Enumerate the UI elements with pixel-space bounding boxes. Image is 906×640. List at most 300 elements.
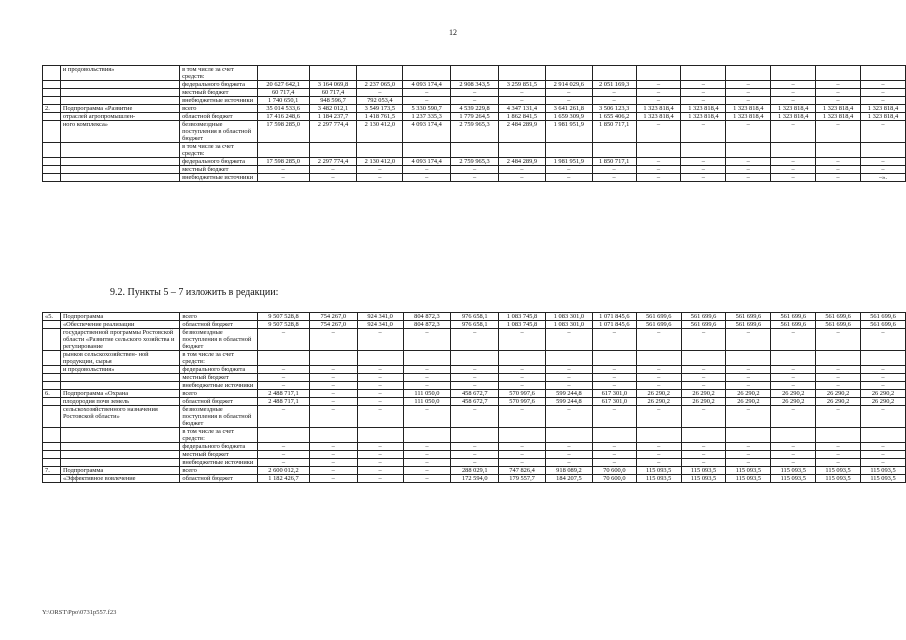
amount-cell: 1 862 841,5 [498,113,545,121]
amount-cell: – [451,459,499,467]
table-row [43,374,906,382]
funding-source-cell: безвозмездные поступления в областной бюджет [180,329,258,351]
amount-cell: – [771,382,816,390]
amount-cell: 2 914 029,6 [545,81,592,89]
amount-cell: – [499,366,546,374]
section-heading: 9.2. Пункты 5 – 7 изложить в редакции: [110,287,279,298]
program-name-cell: ного комплекса» [60,121,179,143]
amount-cell [681,66,726,81]
amount-cell [309,66,357,81]
amount-cell: – [636,374,681,382]
amount-cell: – [357,166,403,174]
row-number-cell [43,451,61,459]
amount-cell: – [258,374,310,382]
amount-cell: – [545,166,592,174]
amount-cell: – [403,475,451,483]
amount-cell: – [451,406,499,428]
amount-cell: – [816,97,861,105]
amount-cell [636,66,681,81]
amount-cell: – [258,382,310,390]
amount-cell [403,428,451,443]
amount-cell: – [726,174,771,182]
amount-cell: – [771,166,816,174]
amount-cell: – [258,366,310,374]
amount-cell [726,66,771,81]
amount-cell: – [258,406,310,428]
funding-source-cell: всего [180,467,258,475]
amount-cell: 599 244,8 [546,398,593,406]
amount-cell [771,66,816,81]
amount-cell: – [451,443,499,451]
amount-cell: – [403,166,451,174]
funding-source-cell: внебюджетные источники [180,459,258,467]
amount-cell: – [545,97,592,105]
amount-cell: – [681,366,726,374]
amount-cell: 561 699,6 [726,313,771,321]
amount-cell [681,428,726,443]
amount-cell: – [498,166,545,174]
amount-cell: – [771,451,816,459]
amount-cell: – [726,366,771,374]
amount-cell: 1 323 818,4 [636,105,681,113]
amount-cell: 115 093,5 [816,467,861,475]
row-number-cell: «5. [43,313,61,321]
program-name-cell [60,443,179,451]
funding-source-cell: местный бюджет [180,374,258,382]
table-row [43,121,906,143]
amount-cell: – [546,406,593,428]
amount-cell: 948 596,7 [309,97,357,105]
amount-cell: – [726,81,771,89]
program-name-cell: рынков сельскохозяйствен- ной продукции, сырья [60,351,179,366]
amount-cell [636,143,681,158]
amount-cell: – [309,366,357,374]
amount-cell: – [309,174,357,182]
amount-cell: 2 237 065,0 [357,81,403,89]
row-number-cell [43,321,61,329]
amount-cell: – [860,166,905,174]
amount-cell: 4 093 174,4 [403,121,451,143]
amount-cell: 458 672,7 [451,398,499,406]
amount-cell: – [499,329,546,351]
amount-cell: – [546,374,593,382]
amount-cell: 26 290,2 [816,398,861,406]
amount-cell: 35 014 533,6 [257,105,309,113]
funding-source-cell: местный бюджет [180,451,258,459]
amount-cell: – [681,374,726,382]
amount-cell: – [592,174,636,182]
amount-cell: 754 267,0 [309,313,357,321]
amount-cell: – [403,329,451,351]
amount-cell: 9 507 528,8 [258,321,310,329]
amount-cell: – [861,443,906,451]
amount-cell: 115 093,5 [636,475,681,483]
funding-source-cell: областной бюджет [180,398,258,406]
program-name-cell [60,143,179,158]
program-name-cell [60,374,179,382]
funding-source-cell: в том числе за счет средств: [180,351,258,366]
amount-cell: 115 093,5 [771,475,816,483]
amount-cell: – [592,406,636,428]
program-name-cell: государственной программы Ростовской области «Развитие сельского хозяйства и регулирование [60,329,179,351]
amount-cell: – [726,382,771,390]
funding-source-cell: федерального бюджета [180,443,258,451]
amount-cell [771,143,816,158]
amount-cell: 70 600,0 [592,467,636,475]
amount-cell: – [357,329,403,351]
amount-cell [258,428,310,443]
amount-cell: 1 083 745,8 [499,321,546,329]
program-name-cell: Подпрограмма «Развитие [60,105,179,113]
amount-cell [592,351,636,366]
amount-cell: – [636,174,681,182]
amount-cell: 179 557,7 [499,475,546,483]
amount-cell: 26 290,2 [771,390,816,398]
amount-cell: 1 659 309,9 [545,113,592,121]
table-row [43,351,906,366]
amount-cell: – [681,174,726,182]
amount-cell: – [681,89,726,97]
amount-cell: 1 323 818,4 [726,113,771,121]
amount-cell: 115 093,5 [681,467,726,475]
amount-cell [451,143,499,158]
amount-cell: 115 093,5 [726,475,771,483]
amount-cell [592,66,636,81]
amount-cell: 1 323 818,4 [816,105,861,113]
table-row [43,475,906,483]
amount-cell: – [771,459,816,467]
amount-cell: – [357,174,403,182]
amount-cell: 115 093,5 [726,467,771,475]
amount-cell: – [636,329,681,351]
amount-cell: 1 323 818,4 [816,113,861,121]
amount-cell: – [451,382,499,390]
program-name-cell [60,81,179,89]
amount-cell: 26 290,2 [681,390,726,398]
amount-cell: 1 981 951,9 [545,121,592,143]
amount-cell: – [726,329,771,351]
amount-cell: 70 600,0 [592,475,636,483]
amount-cell: 20 627 642,1 [257,81,309,89]
amount-cell: 1 850 717,1 [592,158,636,166]
row-number-cell [43,428,61,443]
amount-cell: – [451,89,499,97]
amount-cell: 26 290,2 [816,390,861,398]
amount-cell: – [681,451,726,459]
program-name-cell [60,89,179,97]
amount-cell: 3 506 123,3 [592,105,636,113]
amount-cell: – [861,406,906,428]
amount-cell: – [771,366,816,374]
amount-cell [403,66,451,81]
amount-cell: –». [860,174,905,182]
amount-cell: – [258,459,310,467]
program-name-cell [60,382,179,390]
amount-cell: 976 658,1 [451,313,499,321]
amount-cell: 1 323 818,4 [771,113,816,121]
table-row [43,428,906,443]
amount-cell: – [771,174,816,182]
table-row [43,390,906,398]
amount-cell: 561 699,6 [636,313,681,321]
amount-cell: – [816,158,861,166]
amount-cell [816,143,861,158]
amount-cell: – [636,158,681,166]
amount-cell: – [771,443,816,451]
table-row [43,459,906,467]
amount-cell: – [771,329,816,351]
amount-cell: – [636,382,681,390]
amount-cell: 26 290,2 [681,398,726,406]
amount-cell: – [403,406,451,428]
amount-cell: 1 418 761,5 [357,113,403,121]
amount-cell: – [451,166,499,174]
amount-cell: – [451,366,499,374]
amount-cell: 561 699,6 [681,313,726,321]
amount-cell [861,428,906,443]
amount-cell: – [816,443,861,451]
amount-cell: – [309,451,357,459]
amount-cell [726,428,771,443]
amount-cell: – [681,382,726,390]
amount-cell: – [771,89,816,97]
amount-cell: 111 050,0 [403,390,451,398]
table-row [43,143,906,158]
amount-cell: – [592,374,636,382]
amount-cell: – [816,366,861,374]
program-name-cell [60,459,179,467]
funding-source-cell: в том числе за счет средств: [180,428,258,443]
table-row [43,97,906,105]
amount-cell: 1 323 818,4 [681,113,726,121]
program-name-cell [60,166,179,174]
amount-cell [816,66,861,81]
amount-cell: 918 089,2 [546,467,593,475]
amount-cell: – [636,81,681,89]
amount-cell [451,428,499,443]
amount-cell: – [636,166,681,174]
budget-table-top [42,65,906,182]
amount-cell: – [816,459,861,467]
amount-cell: – [357,459,403,467]
amount-cell: 1 323 818,4 [636,113,681,121]
amount-cell: – [357,89,403,97]
amount-cell: 26 290,2 [861,390,906,398]
amount-cell: – [592,166,636,174]
amount-cell: 26 290,2 [726,398,771,406]
amount-cell: 458 672,7 [451,390,499,398]
table-row [43,89,906,97]
amount-cell [860,66,905,81]
table-row [43,451,906,459]
amount-cell: – [545,174,592,182]
amount-cell: 792 053,4 [357,97,403,105]
funding-source-cell: федерального бюджета [180,81,258,89]
funding-source-cell: областной бюджет [180,321,258,329]
amount-cell [546,351,593,366]
amount-cell: – [726,374,771,382]
amount-cell: – [816,374,861,382]
program-name-cell [60,451,179,459]
table-row [43,443,906,451]
amount-cell: – [681,329,726,351]
amount-cell: 1 083 745,8 [499,313,546,321]
program-name-cell: и продовольствия» [60,66,179,81]
amount-cell: – [816,406,861,428]
amount-cell: – [498,89,545,97]
amount-cell: 561 699,6 [816,321,861,329]
row-number-cell [43,81,61,89]
table-row [43,81,906,89]
amount-cell: 1 850 717,1 [592,121,636,143]
amount-cell: 561 699,6 [726,321,771,329]
amount-cell: 976 658,1 [451,321,499,329]
amount-cell [258,351,310,366]
amount-cell: 3 164 069,8 [309,81,357,89]
amount-cell: 17 598 285,0 [257,158,309,166]
amount-cell [498,66,545,81]
amount-cell [257,143,309,158]
amount-cell: 115 093,5 [681,475,726,483]
amount-cell: – [309,390,357,398]
amount-cell: 5 330 590,7 [403,105,451,113]
funding-source-cell: местный бюджет [180,166,258,174]
file-path-footer: Y:\ORST\Ppo\0731p557.f23 [42,609,117,616]
program-name-cell: Подпрограмма [60,313,179,321]
funding-source-cell: безвозмездные поступления в областной бюджет [180,121,258,143]
amount-cell [771,428,816,443]
amount-cell: – [451,329,499,351]
amount-cell: – [309,406,357,428]
amount-cell: 2 297 774,4 [309,121,357,143]
amount-cell: – [816,329,861,351]
table-row [43,174,906,182]
amount-cell: – [771,158,816,166]
row-number-cell [43,158,61,166]
table-row [43,105,906,113]
amount-cell: – [636,459,681,467]
amount-cell: 1 740 650,1 [257,97,309,105]
funding-source-cell: безвозмездные поступления в областной бюджет [180,406,258,428]
amount-cell: – [499,451,546,459]
table-row [43,66,906,81]
funding-source-cell: федерального бюджета [180,158,258,166]
amount-cell: – [499,459,546,467]
amount-cell [499,351,546,366]
funding-source-cell: всего [180,105,258,113]
row-number-cell [43,366,61,374]
amount-cell: – [357,366,403,374]
program-name-cell: Подпрограмма [60,467,179,475]
amount-cell: – [309,166,357,174]
row-number-cell [43,97,61,105]
table-row [43,366,906,374]
amount-cell: 561 699,6 [771,321,816,329]
amount-cell: 3 549 173,5 [357,105,403,113]
amount-cell [357,428,403,443]
amount-cell: 115 093,5 [636,467,681,475]
amount-cell: – [636,443,681,451]
amount-cell: – [592,443,636,451]
amount-cell: 561 699,6 [861,321,906,329]
amount-cell: – [726,121,771,143]
amount-cell: 2 488 717,1 [258,390,310,398]
amount-cell: 26 290,2 [726,390,771,398]
amount-cell: – [545,89,592,97]
amount-cell: 9 507 528,8 [258,313,310,321]
amount-cell: 617 301,0 [592,390,636,398]
amount-cell: 115 093,5 [771,467,816,475]
amount-cell: – [592,451,636,459]
amount-cell: 1 323 818,4 [681,105,726,113]
amount-cell: – [726,97,771,105]
amount-cell: – [592,89,636,97]
amount-cell: 4 347 131,4 [498,105,545,113]
amount-cell [816,351,861,366]
table-row [43,166,906,174]
amount-cell: 111 050,0 [403,398,451,406]
amount-cell: 2 759 965,3 [451,158,499,166]
amount-cell [816,428,861,443]
program-name-cell: и продовольствия» [60,366,179,374]
amount-cell: – [403,459,451,467]
amount-cell: 1 237 335,3 [403,113,451,121]
amount-cell [357,143,403,158]
amount-cell: – [357,451,403,459]
amount-cell: – [546,329,593,351]
amount-cell: – [357,390,403,398]
row-number-cell [43,143,61,158]
amount-cell: 1 071 845,6 [592,321,636,329]
amount-cell: 4 093 174,4 [403,81,451,89]
amount-cell: – [726,443,771,451]
amount-cell [357,351,403,366]
amount-cell: – [257,174,309,182]
amount-cell: – [309,374,357,382]
amount-cell: 754 267,0 [309,321,357,329]
row-number-cell [43,89,61,97]
amount-cell: – [403,443,451,451]
row-number-cell [43,382,61,390]
amount-cell: – [861,451,906,459]
amount-cell: – [546,451,593,459]
amount-cell [592,428,636,443]
amount-cell [861,351,906,366]
amount-cell: 1 184 237,7 [309,113,357,121]
amount-cell [309,143,357,158]
amount-cell: 1 779 264,5 [451,113,499,121]
amount-cell: – [451,451,499,459]
row-number-cell [43,406,61,428]
amount-cell: 115 093,5 [861,475,906,483]
amount-cell: 3 259 851,5 [498,81,545,89]
amount-cell: 4 539 229,8 [451,105,499,113]
amount-cell: 4 093 174,4 [403,158,451,166]
amount-cell: – [546,382,593,390]
amount-cell [860,143,905,158]
amount-cell: – [816,451,861,459]
amount-cell [309,428,357,443]
amount-cell: – [357,382,403,390]
amount-cell [726,143,771,158]
amount-cell: – [403,366,451,374]
amount-cell [451,66,499,81]
amount-cell: – [816,89,861,97]
amount-cell: – [726,166,771,174]
amount-cell: – [403,89,451,97]
amount-cell: – [860,121,905,143]
amount-cell: – [403,174,451,182]
